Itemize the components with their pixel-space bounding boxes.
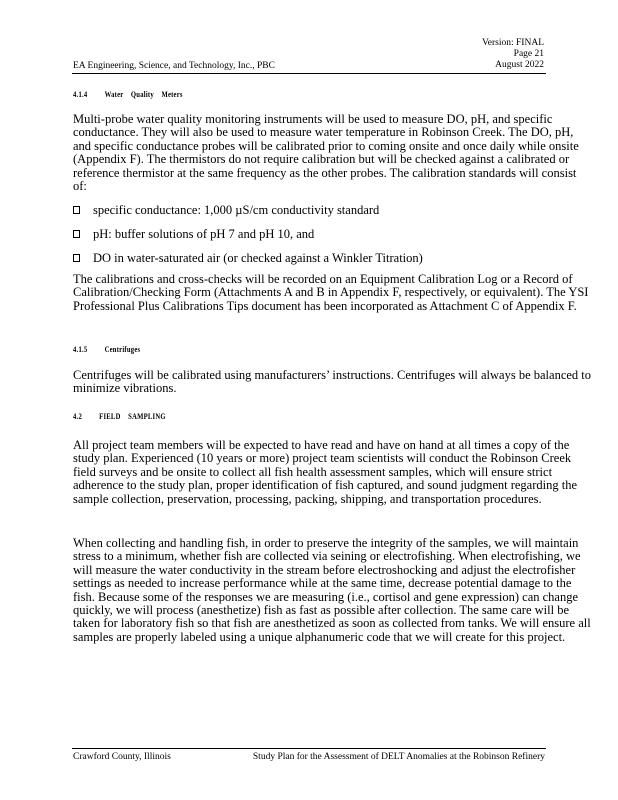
list-item-text: specific conductance: 1,000 µS/cm conductivity standard [93,203,380,217]
section-title: FIELD SAMPLING [99,411,166,421]
list-item [73,203,573,227]
section-title: Water Quality Meters [104,89,183,99]
footer-document-title: Study Plan for the Assessment of DELT Anomalies at the Robinson Refinery [252,752,545,762]
paragraph-project-team: All project team members will be expected to have read and have on hand at all times a copy of the study plan. Experienced (10 years or more) project team scientists will conduct the Robinson Creek field surveys and be onsite to collect all fish health assessment samples, which will ensure strict adherence to the study plan, proper identification of fish captured, and sound judgment regarding the sample collection, preservation, processing, packing, shipping, and transportation procedures. [73,438,578,506]
header-divider [72,73,546,74]
bullet-icon [73,254,80,262]
header-meta [482,38,544,71]
page-number: Page 21 [513,49,544,59]
section-heading-4-1-5 [73,344,157,354]
list-item-text: pH: buffer solutions of pH 7 and pH 10, and [93,227,315,241]
section-heading-4-1-4 [73,89,200,99]
footer-location: Crawford County, Illinois [73,752,171,762]
paragraph-water-quality-meters: Multi-probe water quality monitoring instruments will be used to measure DO, pH, and specific conductance. They will also be used to measure water temperature in Robinson Creek. The DO, pH, and specific conductance probes will be calibrated prior to coming onsite and once daily while onsite (Appendix F). The thermistors do not require calibration but will be checked against a calibrated or reference thermistor at the same frequency as the other probes. The calibration standards will consist of: [73,112,579,194]
section-number: 4.1.4 [73,89,88,99]
paragraph-centrifuges: Centrifuges will be calibrated using manufacturers’ instructions. Centrifuges will always be balanced to minimize vibrations. [73,368,592,396]
section-number: 4.2 [73,411,82,421]
paragraph-calibration-records: The calibrations and cross-checks will be recorded on an Equipment Calibration Log or a Record of Calibration/Checking Form (Attachments A and B in Appendix F, respectively, or equivalent). The YSI Professional Plus Calibrations Tips document has been incorporated as Attachment C of Appendix F. [73,272,589,313]
paragraph-fish-handling: When collecting and handling fish, in order to preserve the integrity of the samples, we will maintain stress to a minimum, whether fish are collected via seining or electrofishing. When electrofishing, we will measure the water conductivity in the stream before electroshocking and adjust the electrofisher settings as needed to increase performance while at the same time, decrease potential damage to the fish. Because some of the responses we are measuring (i.e., cortisol and gene expression) can change quickly, we will process (anesthetize) fish as fast as possible after collection. The same care will be taken for laboratory fish so that fish are anesthetized as soon as collected from tanks. We will ensure all samples are properly labeled using a unique alphanumeric code that we will create for this project. [73,536,591,644]
document-date: August 2022 [495,60,544,70]
calibration-standards-list [73,203,573,275]
company-name: EA Engineering, Science, and Technology, Inc., PBC [73,61,275,71]
section-number: 4.1.5 [73,344,88,354]
list-item-text: DO in water-saturated air (or checked against a Winkler Titration) [93,251,423,265]
section-title: Centrifuges [104,344,141,354]
list-item [73,227,573,251]
section-heading-4-2 [73,411,183,421]
footer-divider [72,748,546,749]
version-label: Version: FINAL [481,38,544,48]
bullet-icon [73,206,80,214]
bullet-icon [73,230,80,238]
